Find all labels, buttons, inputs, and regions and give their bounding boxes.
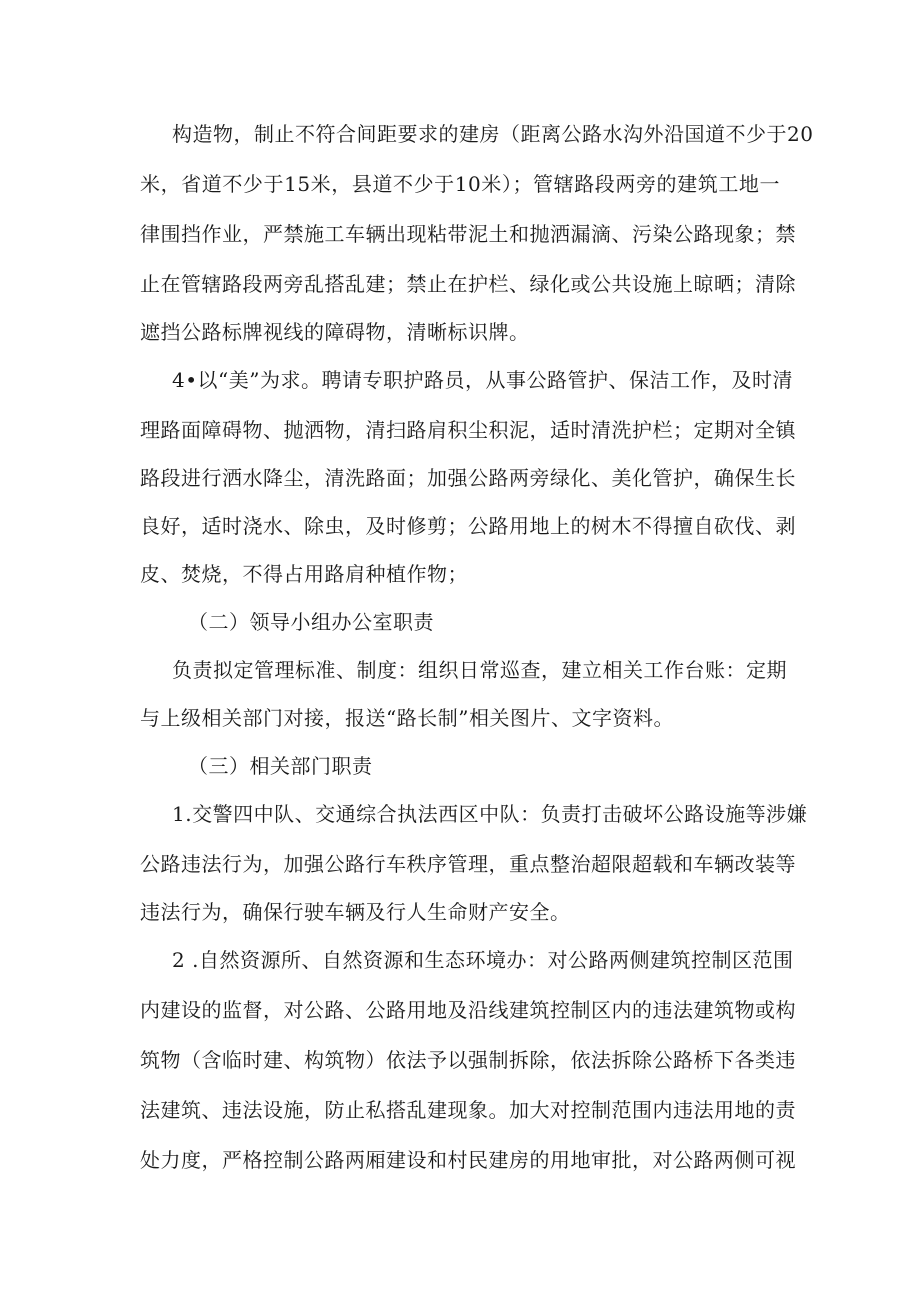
paragraph-line: 构造物，制止不符合间距要求的建房（距离公路水沟外沿国道不少于20 bbox=[172, 122, 814, 146]
paragraph-line: 良好，适时浇水、除虫，及时修剪；公路用地上的树木不得擅自砍伐、剥 bbox=[140, 514, 796, 538]
paragraph-line: 公路违法行为，加强公路行车秩序管理，重点整治超限超载和车辆改装等 bbox=[140, 852, 796, 876]
paragraph-line: 1.交警四中队、交通综合执法西区中队：负责打击破坏公路设施等涉嫌 bbox=[172, 802, 808, 826]
paragraph-line: 负责拟定管理标准、制度：组织日常巡查，建立相关工作台账：定期 bbox=[172, 658, 787, 682]
paragraph-line: 筑物（含临时建、构筑物）依法予以强制拆除，依法拆除公路桥下各类违 bbox=[140, 1048, 796, 1072]
paragraph-line: 处力度，严格控制公路两厢建设和村民建房的用地审批，对公路两侧可视 bbox=[140, 1148, 796, 1172]
paragraph-line: 皮、焚烧，不得占用路肩种植作物； bbox=[140, 562, 468, 586]
section-heading: （二）领导小组办公室职责 bbox=[188, 610, 434, 634]
paragraph-line: 米，省道不少于15米，县道不少于10米）；管辖路段两旁的建筑工地一 bbox=[140, 172, 780, 196]
paragraph-line: 内建设的监督，对公路、公路用地及沿线建筑控制区内的违法建筑物或构 bbox=[140, 998, 796, 1022]
paragraph-line: 理路面障碍物、抛洒物，清扫路肩积尘积泥，适时清洗护栏；定期对全镇 bbox=[140, 418, 796, 442]
section-heading: （三）相关部门职责 bbox=[188, 754, 373, 778]
paragraph-line: 违法行为，确保行驶车辆及行人生命财产安全。 bbox=[140, 900, 571, 924]
paragraph-line: 路段进行洒水降尘，清洗路面；加强公路两旁绿化、美化管护，确保生长 bbox=[140, 466, 796, 490]
paragraph-line: 4•以“美”为求。聘请专职护路员，从事公路管护、保洁工作，及时清 bbox=[172, 368, 793, 392]
paragraph-line: 法建筑、违法设施，防止私搭乱建现象。加大对控制范围内违法用地的责 bbox=[140, 1098, 796, 1122]
paragraph-line: 止在管辖路段两旁乱搭乱建；禁止在护栏、绿化或公共设施上晾晒；清除 bbox=[140, 272, 796, 296]
paragraph-line: 遮挡公路标牌视线的障碍物，清晰标识牌。 bbox=[140, 320, 530, 344]
paragraph-line: 律围挡作业，严禁施工车辆出现粘带泥土和抛洒漏滴、污染公路现象；禁 bbox=[140, 222, 796, 246]
paragraph-line: 与上级相关部门对接，报送“路长制”相关图片、文字资料。 bbox=[140, 706, 674, 730]
paragraph-line: 2 .自然资源所、自然资源和生态环境办：对公路两侧建筑控制区范围 bbox=[172, 948, 794, 972]
